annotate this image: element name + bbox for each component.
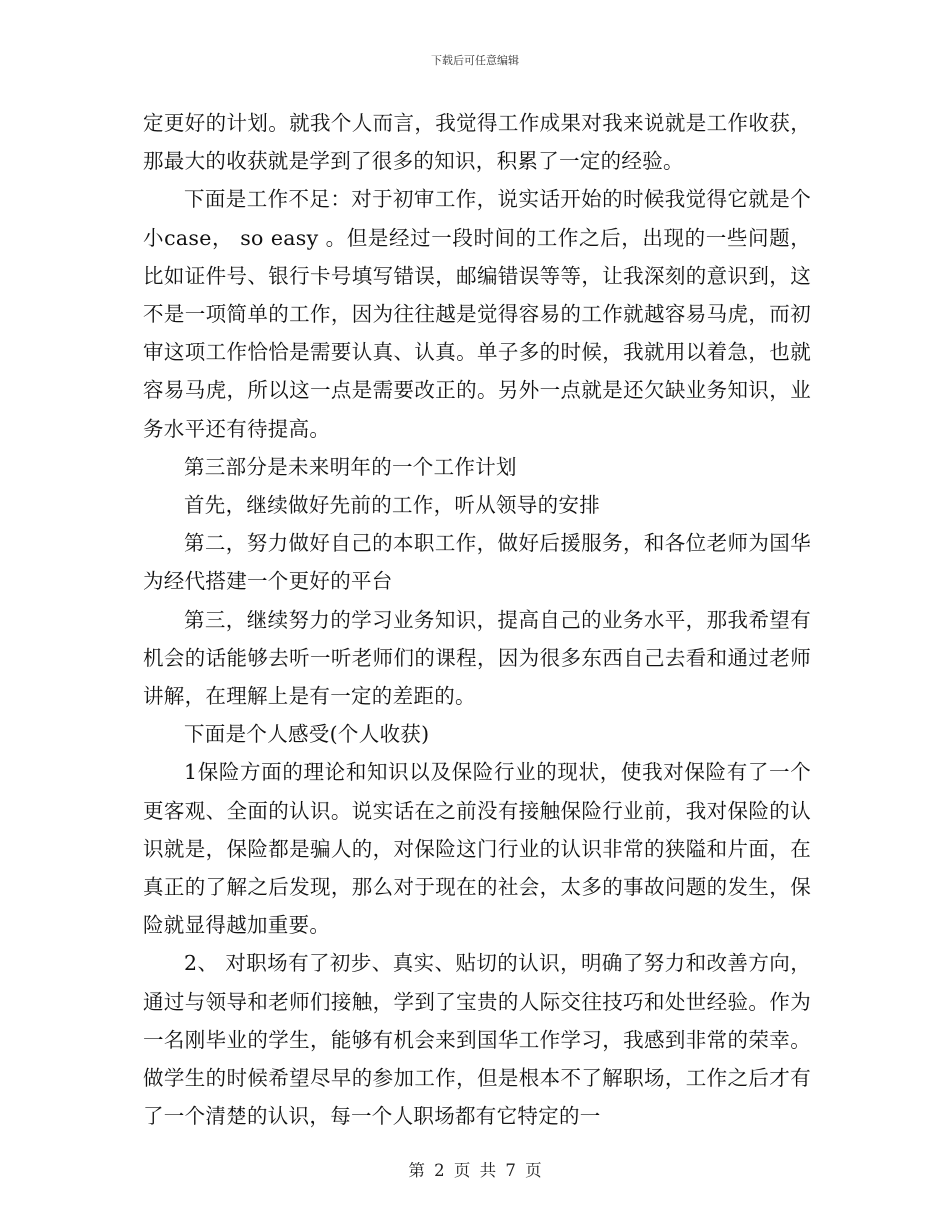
document-body [143,104,811,1135]
plan-item-third: 第三，继续努力的学习业务知识，提高自己的业务水平，那我希望有机会的话能够去听一听老师们的课程，因为很多东西自己去看和通过老师讲解，在理解上是有一定的差距的。 [143,607,811,709]
plan-item-second: 第二，努力做好自己的本职工作，做好后援服务，和各位老师为国华为经代搭建一个更好的平台 [143,531,811,594]
feeling-item-1: 1保险方面的理论和知识以及保险行业的现状，使我对保险有了一个更客观、全面的认识。说实话在之前没有接触保险行业前，我对保险的认识就是，保险都是骗人的，对保险这门行业的认识非常的狭隘和片面，在真正的了解之后发现，那么对于现在的社会，太多的事故问题的发生，保险就显得越加重要。 [143,760,811,938]
paragraph-continuation: 定更好的计划。就我个人而言，我觉得工作成果对我来说就是工作收获，那最大的收获就是学到了很多的知识，积累了一定的经验。 [143,111,811,174]
paragraph-shortcomings: 下面是工作不足：对于初审工作，说实话开始的时候我觉得它就是个小case， so easy 。但是经过一段时间的工作之后，出现的一些问题，比如证件号、银行卡号填写错误，邮编错误等等，让我深刻的意识到，这不是一项简单的工作，因为往往越是觉得容易的工作就越容易马虎，而初审这项工作恰恰是需要认真、认真。单子多的时候，我就用以着急，也就容易马虎，所以这一点是需要改正的。另外一点就是还欠缺业务知识，业务水平还有待提高。 [143,187,811,441]
section-heading-plan: 第三部分是未来明年的一个工作计划 [184,454,517,479]
page-header: 下载后可任意编辑 [431,54,519,67]
section-heading-feelings: 下面是个人感受(个人收获) [184,722,430,747]
feeling-item-2: 2、 对职场有了初步、真实、贴切的认识，明确了努力和改善方向，通过与领导和老师们接触，学到了宝贵的人际交往技巧和处世经验。作为一名刚毕业的学生，能够有机会来到国华工作学习，我感到非常的荣幸。做学生的时候希望尽早的参加工作，但是根本不了解职场，工作之后才有了一个清楚的认识，每一个人职场都有它特定的一 [143,951,811,1129]
page-number-footer: 第 2 页 共 7 页 [408,1161,542,1180]
plan-item-first: 首先，继续做好先前的工作，听从领导的安排 [184,493,600,518]
